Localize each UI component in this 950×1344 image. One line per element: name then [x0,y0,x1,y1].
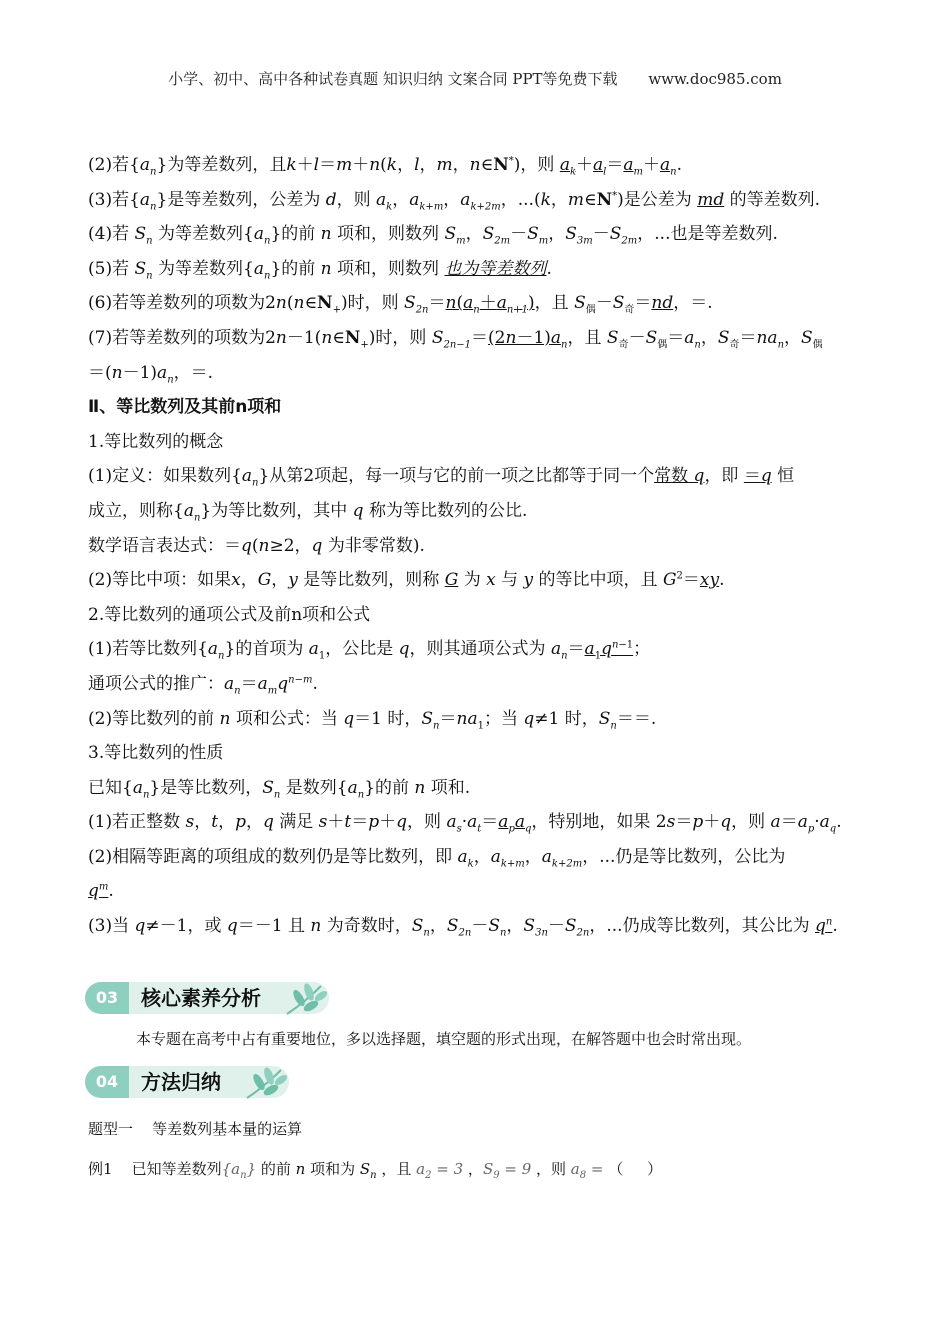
text-line: $q^m$. [88,881,114,902]
question-type-label: 题型一 等差数列基本量的运算 [88,1120,303,1138]
section-banner-03 [85,980,345,1018]
text-line: (3)若$\{a_n\}$是等差数列，公差为 d，则 $a_k$，$a_{k+m}$，$a_{k+2m}$，...(k，m∈N*)是公差为 md 的等差数列. [88,189,821,212]
example-line: 例1 已知等差数列$\{a_n\}$ 的前 n 项和为 $S_n$ ，且 $a_2 = 3$ ，$S_9 = 9$ ，则 $a_8$ = （ ） [88,1160,663,1181]
leaf-icon [241,1064,291,1102]
text-line: (5)若 $S_n$ 为等差数列$\{a_n\}$的前 n 项和，则数列 也为等差数列. [88,258,552,282]
subheading: 1.等比数列的概念 [88,431,224,452]
text-line: (7)若等差数列的项数为$2n-1(n\in N_+)$时，则 $S_{2n-1}=(2n-1)a_n$，且 $S_奇-S_偶=a_n$，$S_奇=na_n$，$S_偶$ [88,327,823,351]
text-line: (1)若等比数列$\{a_n\}$的首项为 $a_1$，公比是 q，则其通项公式为 $a_n=a_1q^{n-1}$； [88,639,651,662]
text-line: (2)等比数列的前 n 项和公式：当 q＝1 时，$S_n=na_1$；当 q≠1 时，$S_n==$. [88,708,657,731]
header-url[interactable]: www.doc985.com [648,70,782,88]
text-line: 数学语言表达式：＝q(n≥2，q 为非零常数). [88,535,425,556]
text-line: (4)若 $S_n$ 为等差数列$\{a_n\}$的前 n 项和，则数列 $S_m$，$S_{2m}-S_m$，$S_{3m}-S_{2m}$，...也是等差数列. [88,224,778,247]
banner-title: 方法归纳 [141,1070,221,1094]
text-line: 通项公式的推广：$a_n=a_mq^{n-m}$. [88,673,318,697]
leaf-icon [281,980,331,1018]
text-line: $=(n-1)a_n$，＝. [88,362,214,385]
banner-title: 核心素养分析 [141,986,261,1010]
page-header [0,68,950,89]
text-line: (6)若等差数列的项数为$2n(n\in N_+)$时，则 $S_{2n}=n(a_n+a_{n+1})$，且 $S_偶-S_奇=nd$，＝. [88,293,713,316]
text-line: 已知$\{a_n\}$是等比数列，$S_n$ 是数列$\{a_n\}$的前 n 项和. [88,777,471,801]
banner-number: 03 [85,982,129,1014]
text-line: (2)若$\{a_n\}$为等差数列，且k＋l＝m＋n(k，l，m，n∈N*)，则 $a_k+a_l=a_m+a_n$. [88,155,682,178]
text-line: (3)当 q≠－1，或 q＝－1 且 n 为奇数时，$S_n$，$S_{2n}-S_n$，$S_{3n}-S_{2n}$，...仍成等比数列，其公比为 $q^n$. [88,916,838,939]
content [88,148,868,944]
subheading: 2.等比数列的通项公式及前n项和公式 [88,604,371,625]
section-heading: Ⅱ、等比数列及其前n项和 [88,397,282,418]
banner-number: 04 [85,1066,129,1098]
text-line: (2)等比中项：如果x，G，y 是等比数列，则称 G 为 x 与 y 的等比中项，且 $G^2=xy$. [88,570,725,591]
text-line: (1)定义：如果数列$\{a_n\}$从第2项起，每一项与它的前一项之比都等于同一个常数 q，即 ＝q 恒 [88,466,795,489]
header-text: 小学、初中、高中各种试卷真题 知识归纳 文案合同 PPT等免费下载 [168,70,618,88]
section-banner-04 [85,1064,345,1102]
core-analysis-text: 本专题在高考中占有重要地位，多以选择题，填空题的形式出现，在解答题中也会时常出现。 [136,1030,752,1048]
subheading: 3.等比数列的性质 [88,743,224,764]
text-line: (2)相隔等距离的项组成的数列仍是等比数列，即 $a_k$，$a_{k+m}$，$a_{k+2m}$，...仍是等比数列，公比为 [88,846,786,870]
text-line: 成立，则称$\{a_n\}$为等比数列，其中 q 称为等比数列的公比. [88,500,528,524]
text-line: (1)若正整数 s，t，p，q 满足 s＋t＝p＋q，则 $a_s\cdot a_t=a_pa_q$，特别地，如果 2s＝p＋q，则 $a=a_p\cdot a_q$. [88,812,842,835]
